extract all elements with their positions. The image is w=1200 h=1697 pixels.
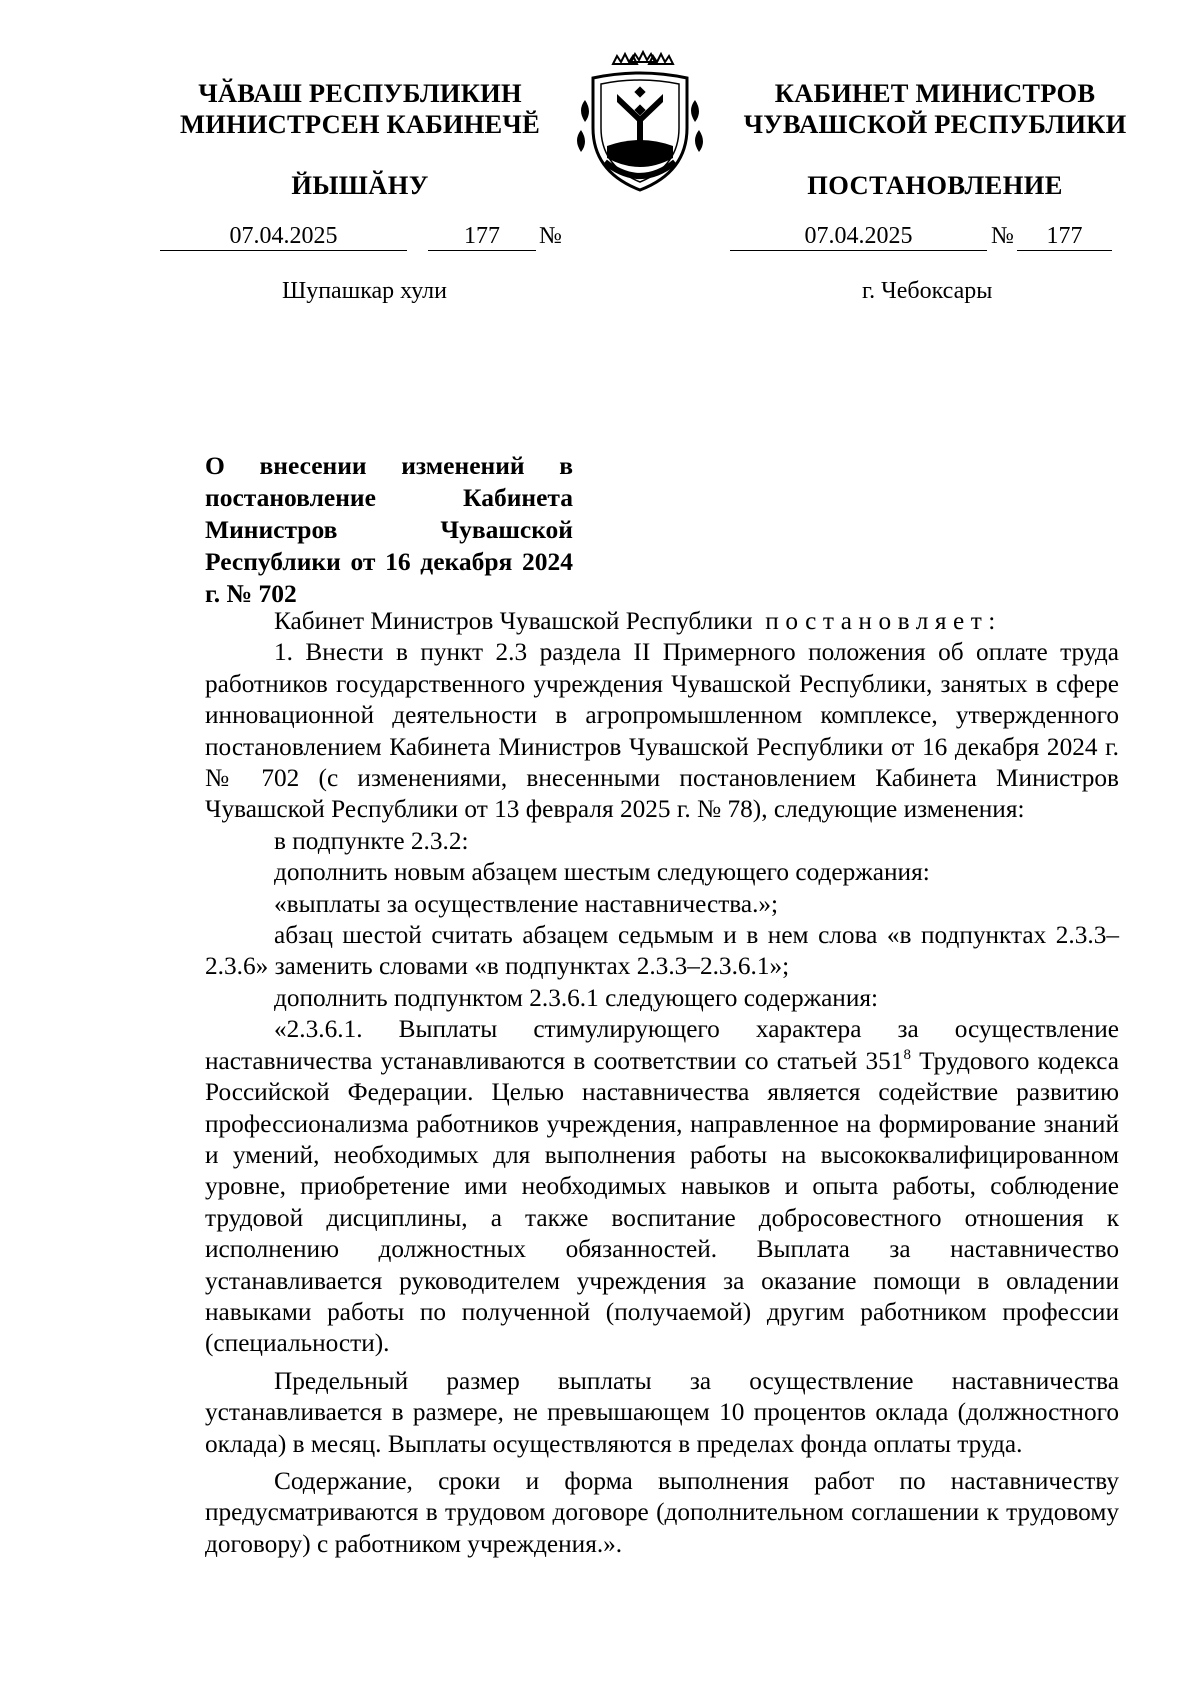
paragraph-8: Предельный размер выплаты за осуществление наставничества устанавливается в размере, не превышающем 10 процентов оклада (должностного оклада) в месяц. Выплаты осуществляются в пределах фонда оплаты труда.: [205, 1366, 1119, 1458]
article-superscript: 8: [903, 1046, 911, 1063]
paragraph-6: дополнить подпунктом 2.3.6.1 следующего содержания:: [274, 983, 879, 1012]
intro-subject: Кабинет Министров Чувашской Республики: [274, 607, 753, 635]
left-org-line1: ЧӐВАШ РЕСПУБЛИКИН: [198, 78, 522, 108]
right-number: 177: [1017, 222, 1112, 251]
paragraph-3: дополнить новым абзацем шестым следующего содержания:: [274, 858, 930, 887]
right-number-sign: №: [991, 223, 1014, 249]
paragraph-7: [205, 1014, 1119, 1359]
document-title: О внесении изменений в постановление Кабинета Министров Чувашской Республики от 16 декабря 2024 г. № 702: [205, 451, 573, 608]
coat-of-arms-emblem-icon: [565, 50, 715, 200]
paragraph-4: «выплаты за осуществление наставничества.»;: [274, 889, 779, 918]
left-date: 07.04.2025: [160, 222, 407, 251]
left-number-sign: №: [539, 223, 562, 249]
left-city: Шупашкар хули: [282, 278, 447, 304]
paragraph-9: Содержание, сроки и форма выполнения работ по наставничеству предусматриваются в трудовом договоре (дополнительном соглашении к трудовому договору) с работником учреждения.».: [205, 1466, 1119, 1558]
paragraph-7-part-b: Трудового кодекса Российской Федерации. Целью наставничества является содействие развитию профессионализма работников учреждения, направленное на формирование знаний и умений, необходимых для выполнения работы на высококвалифицированном уровне, приобретение ими необходимых навыков и опыта работы, соблюдение трудовой дисциплины, а также воспитание добросовестного отношения к исполнению должностных обязанностей. Выплата за наставничество устанавливается руководителем учреждения за оказание помощи в овладении навыками работы по полученной (получаемой) другим работником профессии (специальности).: [205, 1046, 1119, 1358]
document-body: [205, 606, 1119, 1560]
right-org-line1: КАБИНЕТ МИНИСТРОВ: [774, 78, 1096, 108]
right-city: г. Чебоксары: [862, 278, 993, 304]
paragraph-7-part-a: «2.3.6.1. Выплаты стимулирующего характера за осуществление наставничества устанавливаются в соответствии со статьей 351: [205, 1015, 1119, 1075]
paragraph-5: абзац шестой считать абзацем седьмым и в нем слова «в подпунктах 2.3.3–2.3.6» заменить словами «в подпунктах 2.3.3–2.3.6.1»;: [205, 921, 1119, 981]
header-left: [160, 78, 560, 201]
left-doctype: ЙЫШӐНУ: [291, 170, 429, 200]
left-number: 177: [428, 222, 536, 251]
left-org-line2: МИНИСТРСЕН КАБИНЕЧӖ: [180, 109, 540, 139]
paragraph-2: в подпункте 2.3.2:: [274, 826, 469, 855]
right-doctype: ПОСТАНОВЛЕНИЕ: [807, 170, 1063, 200]
right-date: 07.04.2025: [730, 222, 987, 251]
intro-paragraph: [205, 606, 1119, 637]
right-org-line2: ЧУВАШСКОЙ РЕСПУБЛИКИ: [743, 109, 1127, 139]
paragraph-1: 1. Внести в пункт 2.3 раздела II Примерного положения об оплате труда работников государственного учреждения Чувашской Республики, занятых в сфере инновационной деятельности в агропромышленном комплексе, утвержденного постановлением Кабинета Министров Чувашской Республики от 16 декабря 2024 г. № 702 (с изменениями, внесенными постановлением Кабинета Министров Чувашской Республики от 13 февраля 2025 г. № 78), следующие изменения:: [205, 638, 1119, 824]
intro-verb: постановляет:: [765, 607, 1002, 635]
header-right: [725, 78, 1145, 201]
